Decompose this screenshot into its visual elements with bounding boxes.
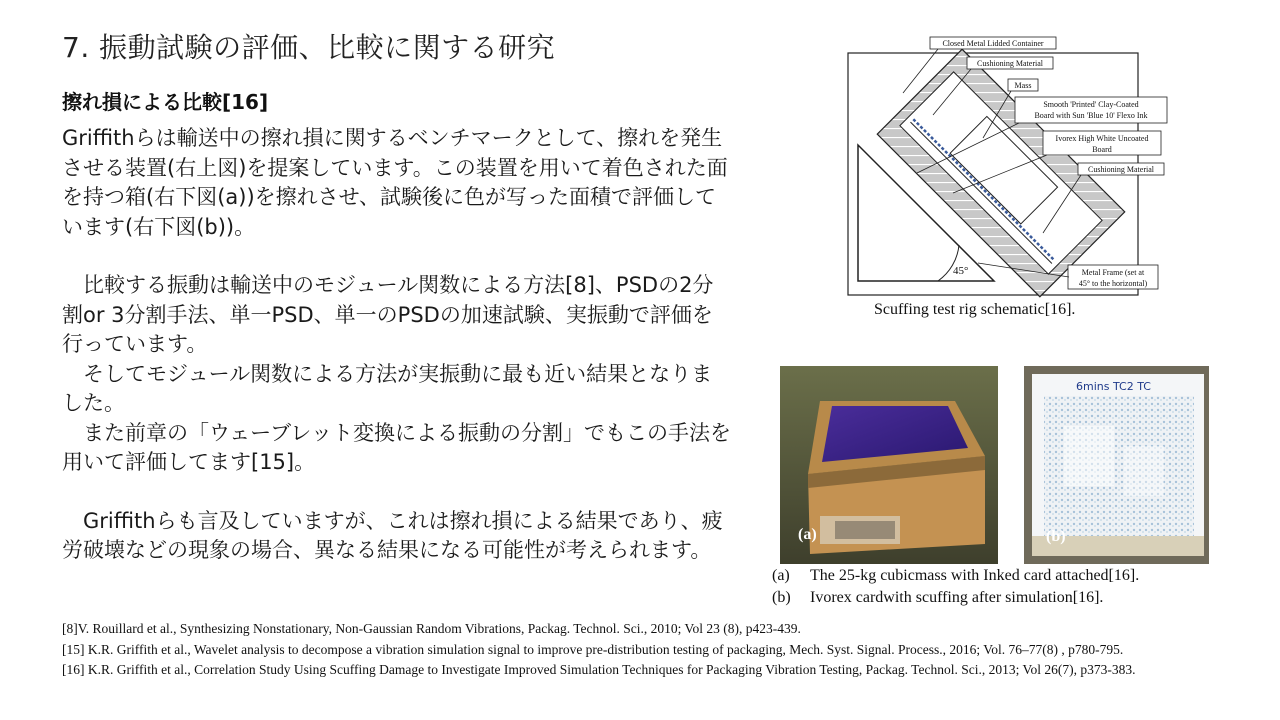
label-mass: Mass [1014, 81, 1032, 90]
paragraph-result: そしてモジュール関数による方法が実振動に最も近い結果となりました。 [62, 361, 713, 415]
photo-scuffed-card [1024, 366, 1209, 564]
caption-a-mark: (a) [772, 567, 790, 584]
paragraph-note: Griffithらも言及していますが、これは擦れ損による結果であり、疲労破壊などの現象の場合、異なる結果になる可能性が考えられます。 [62, 508, 723, 562]
schematic-caption: Scuffing test rig schematic[16]. [874, 301, 1076, 318]
photo-b-label: (b) [1046, 528, 1066, 545]
body-text [62, 124, 732, 566]
label-printed-board-2: Board with Sun 'Blue 10' Flexo Ink [1034, 111, 1148, 120]
caption-b [772, 587, 1139, 609]
paragraph-wavelet: また前章の「ウェーブレット変換による振動の分割」でもこの手法を用いて評価してます[15]。 [62, 420, 732, 474]
label-ivorex-2: Board [1092, 145, 1112, 154]
angle-label: 45° [953, 265, 969, 277]
caption-a [772, 565, 1139, 587]
slide-title: 7. 振動試験の評価、比較に関する研究 [62, 31, 556, 64]
paragraph-compare: 比較する振動は輸送中のモジュール関数による方法[8]、PSDの2分割or 3分割手法、単一PSD、単一のPSDの加速試験、実振動で評価を行っています。 [62, 273, 714, 356]
label-container: Closed Metal Lidded Container [942, 39, 1044, 48]
caption-b-mark: (b) [772, 589, 791, 606]
reference-15: [15] K.R. Griffith et al., Wavelet analysis to decompose a vibration simulation signal to improve pre-distribution testing of packaging, Mech. Syst. Signal. Process., 2016; Vol. 76–77(8) , p780-795. [62, 641, 1124, 657]
handwriting-label: 6mins TC2 TC [1076, 380, 1151, 393]
label-printed-board-1: Smooth 'Printed' Clay-Coated [1043, 100, 1139, 109]
label-ivorex-1: Ivorex High White Uncoated [1055, 134, 1149, 143]
photo-a-label: (a) [798, 526, 817, 543]
reference-8: [8]V. Rouillard et al., Synthesizing Nonstationary, Non-Gaussian Random Vibrations, Packag. Technol. Sci., 2010; Vol 23 (8), p423-439. [62, 621, 801, 636]
caption-a-text: The 25-kg cubicmass with Inked card attached[16]. [810, 567, 1140, 584]
label-cushion-bottom: Cushioning Material [1088, 165, 1154, 174]
label-cushion-top: Cushioning Material [977, 59, 1043, 68]
caption-b-text: Ivorex cardwith scuffing after simulation[16]. [810, 589, 1104, 606]
label-frame-2: 45° to the horizontal) [1078, 279, 1148, 288]
paragraph-intro: Griffithらは輸送中の擦れ損に関するベンチマークとして、擦れを発生させる装置(右上図)を提案しています。この装置を用いて着色された面を持つ箱(右下図(a))を擦れさせ、試験後に色が写った面積で評価しています(右下図(b))。 [62, 126, 728, 239]
photo-inked-cube [780, 366, 998, 564]
references [62, 620, 1272, 682]
reference-16: [16] K.R. Griffith et al., Correlation Study Using Scuffing Damage to Investigate Improved Simulation Techniques for Packaging Vibration Testing, Packag. Technol. Sci., 2013; Vol 26(7), p373-383. [62, 662, 1136, 677]
slide-subtitle: 擦れ損による比較[16] [62, 90, 269, 114]
label-frame-1: Metal Frame (set at [1081, 268, 1145, 277]
scuffing-rig-schematic [843, 33, 1173, 298]
photo-captions [772, 565, 1139, 609]
